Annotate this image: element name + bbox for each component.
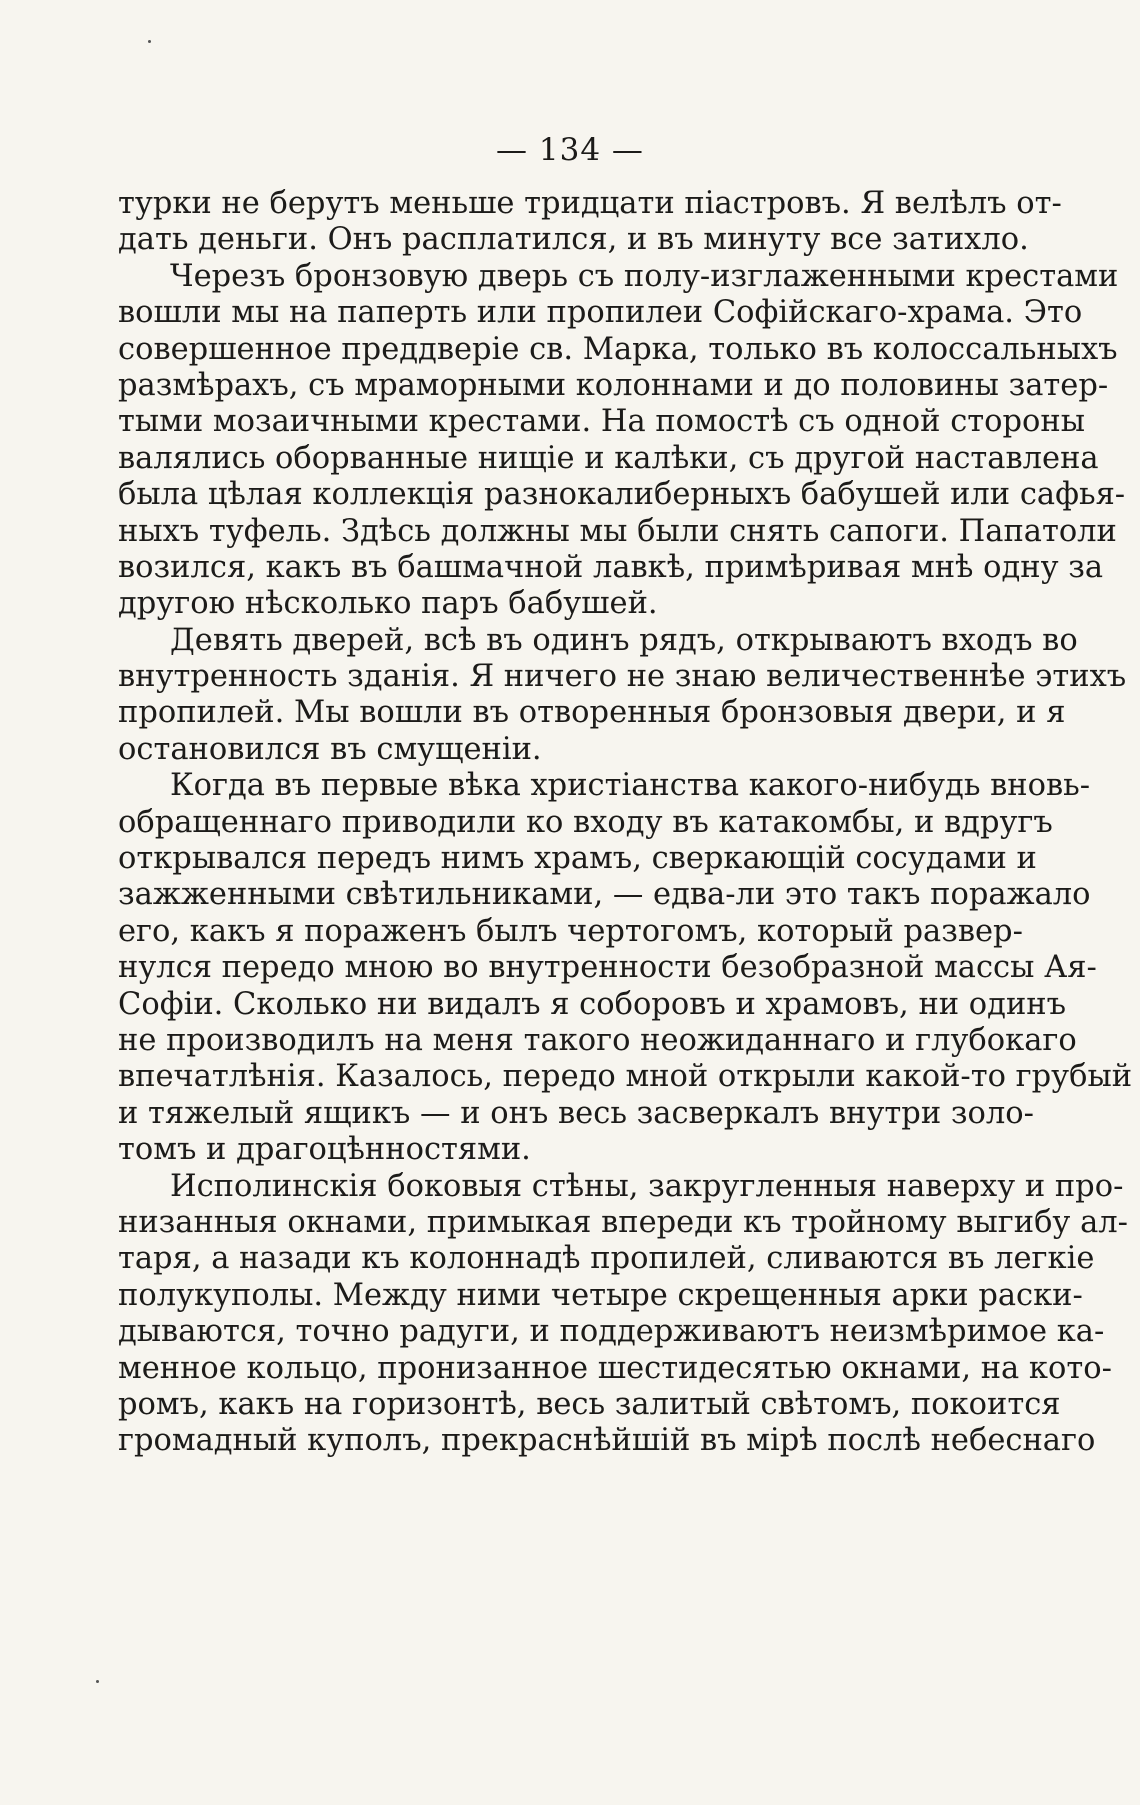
text-line: Девять дверей, всѣ въ одинъ рядъ, открываютъ входъ во bbox=[170, 622, 1078, 658]
text-line: дываются, точно радуги, и поддерживаютъ неизмѣримое ка- bbox=[118, 1314, 1105, 1350]
text-line: ромъ, какъ на горизонтѣ, весь залитый свѣтомъ, покоится bbox=[118, 1386, 1061, 1422]
text-line: и тяжелый ящикъ — и онъ весь засверкалъ внутри золо- bbox=[118, 1095, 1034, 1131]
page-number: — 134 — bbox=[496, 132, 644, 168]
scan-speck bbox=[96, 1680, 99, 1683]
text-line: громадный куполъ, прекраснѣйшій въ мірѣ послѣ небеснаго bbox=[118, 1423, 1096, 1459]
text-line: томъ и драгоцѣнностями. bbox=[118, 1132, 531, 1168]
text-line: валялись оборванные нищіе и калѣки, съ другой наставлена bbox=[118, 440, 1099, 476]
text-line: зажженными свѣтильниками, — едва-ли это такъ поражало bbox=[118, 877, 1091, 913]
text-line: возился, какъ въ башмачной лавкѣ, примѣривая мнѣ одну за bbox=[118, 549, 1104, 585]
text-line: Исполинскія боковыя стѣны, закругленныя наверху и про- bbox=[170, 1168, 1124, 1204]
text-line: его, какъ я пораженъ былъ чертогомъ, который развер- bbox=[118, 913, 1023, 949]
text-line: дать деньги. Онъ расплатился, и въ минуту все затихло. bbox=[118, 222, 1029, 258]
text-line: таря, а назади къ колоннадѣ пропилей, сливаются въ легкіе bbox=[118, 1241, 1095, 1277]
text-line: не производилъ на меня такого неожиданнаго и глубокаго bbox=[118, 1022, 1077, 1058]
scan-speck bbox=[148, 40, 151, 43]
text-line: совершенное преддверіе св. Марка, только въ колоссальныхъ bbox=[118, 331, 1118, 367]
text-line: полукуполы. Между ними четыре скрещенныя арки раски- bbox=[118, 1277, 1083, 1313]
text-line: открывался передъ нимъ храмъ, сверкающій сосудами и bbox=[118, 841, 1037, 877]
text-line: нулся передо мною во внутренности безобразной массы Ая- bbox=[118, 950, 1097, 986]
text-line: была цѣлая коллекція разнокалиберныхъ бабушей или сафья- bbox=[118, 477, 1126, 513]
text-line: впечатлѣнія. Казалось, передо мной открыли какой-то грубый bbox=[118, 1059, 1133, 1095]
text-line: другою нѣсколько паръ бабушей. bbox=[118, 586, 658, 622]
text-line: менное кольцо, пронизанное шестидесятью окнами, на кото- bbox=[118, 1350, 1112, 1386]
text-line: тыми мозаичными крестами. На помостѣ съ одной стороны bbox=[118, 404, 1086, 440]
text-line: пропилей. Мы вошли въ отворенныя бронзовыя двери, и я bbox=[118, 695, 1066, 731]
page-body-text bbox=[118, 186, 1133, 1460]
text-line: остановился въ смущеніи. bbox=[118, 731, 542, 767]
text-line: турки не берутъ меньше тридцати піастровъ. Я велѣлъ от- bbox=[118, 186, 1062, 221]
text-line: вошли мы на паперть или пропилеи Софійскаго-храма. Это bbox=[118, 295, 1083, 331]
text-line: Софіи. Сколько ни видалъ я соборовъ и храмовъ, ни одинъ bbox=[118, 986, 1067, 1022]
text-line: внутренность зданія. Я ничего не знаю величественнѣе этихъ bbox=[118, 659, 1127, 695]
book-page bbox=[118, 128, 1133, 1460]
text-line: Когда въ первые вѣка христіанства какого-нибудь вновь- bbox=[170, 768, 1091, 804]
text-line: обращеннаго приводили ко входу въ катакомбы, и вдругъ bbox=[118, 804, 1053, 840]
text-line: Черезъ бронзовую дверь съ полу-изглаженными крестами bbox=[170, 258, 1119, 294]
text-line: размѣрахъ, съ мраморными колоннами и до половины затер- bbox=[118, 367, 1109, 403]
text-line: низанныя окнами, примыкая впереди къ тройному выгибу ал- bbox=[118, 1204, 1128, 1240]
text-line: ныхъ туфель. Здѣсь должны мы были снять сапоги. Папатоли bbox=[118, 513, 1117, 549]
